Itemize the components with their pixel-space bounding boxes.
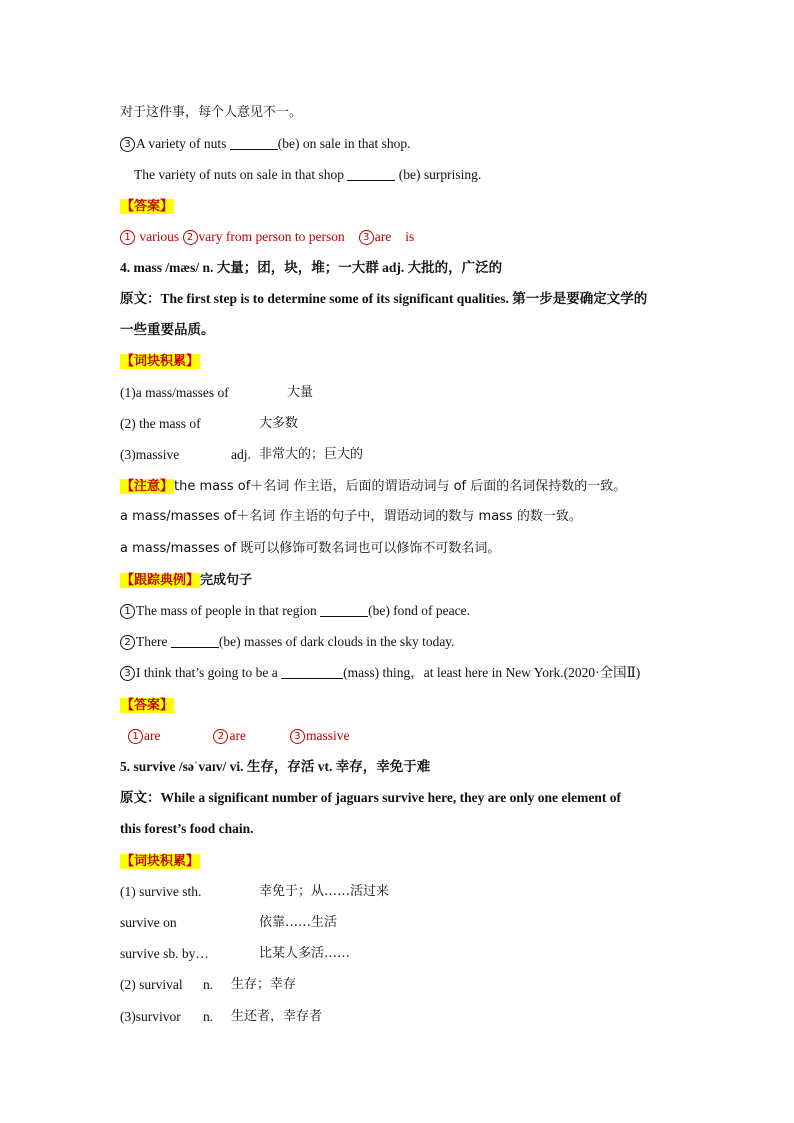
original-sentence-cont: this forest’s food chain.	[120, 821, 254, 836]
circled-number: 3	[359, 230, 374, 245]
phrase-meaning: 大量	[287, 385, 314, 400]
example-line: 2 There (be) masses of dark clouds in the sky today.	[120, 632, 455, 652]
example-label: 【跟踪典例】完成句子	[121, 573, 253, 588]
phrase-meaning: 生还者，幸存者	[231, 1009, 323, 1024]
circled-number: 3	[120, 666, 135, 681]
note-line: 【注意】the mass of＋名词 作主语，后面的谓语动词与 of 后面的名词保持数的一致。	[121, 479, 627, 494]
phrase-row: (3)survivor	[120, 1009, 181, 1024]
answer-line: 1 are 2 are 3 massive	[128, 726, 349, 746]
phrase-meaning: 生存；幸存	[231, 977, 297, 992]
answer-blank[interactable]	[281, 664, 343, 679]
example-line: 3 I think that’s going to be a (mass) thing，at least here in New York.(2020·全国Ⅱ)	[120, 663, 640, 683]
phrase-row: (1) survive sth.	[120, 884, 202, 899]
phrase-row: (3)massive	[120, 447, 180, 462]
phrase-row: (2) the mass of	[120, 416, 201, 431]
phrase-row: survive sb. by…	[120, 946, 209, 961]
circled-number: 1	[120, 604, 135, 619]
part-of-speech: n.	[203, 1009, 214, 1024]
phrase-meaning: 幸免于；从……活过来	[259, 884, 390, 899]
phrase-meaning: 非常大的；巨大的	[259, 447, 364, 462]
phrase-meaning: 比某人多活……	[259, 946, 351, 961]
note-line: a mass/masses of 既可以修饰可数名词也可以修饰不可数名词。	[120, 541, 501, 556]
vocab-label: 【词块积累】	[121, 354, 200, 369]
vocab-label: 【词块积累】	[121, 854, 200, 869]
original-sentence: 原文：The first step is to determine some of its significant qualities. 第一步是要确定文学的	[120, 291, 648, 306]
answer-label: 【答案】	[121, 698, 174, 713]
entry-heading-survive: 5. survive /səˈvaɪv/ vi. 生存，存活 vt. 幸存，幸免于难	[120, 759, 431, 774]
circled-number: 2	[213, 729, 228, 744]
phrase-row: survive on	[120, 915, 177, 930]
exercise-line-3: 3 A variety of nuts (be) on sale in that shop.	[120, 134, 410, 154]
answer-blank[interactable]	[171, 633, 219, 648]
phrase-meaning: 依靠……生活	[259, 915, 338, 930]
note-line: a mass/masses of＋名词 作主语的句子中，谓语动词的数与 mass 的数一致。	[120, 509, 582, 524]
circled-number: 2	[183, 230, 198, 245]
answer-label: 【答案】	[121, 199, 174, 214]
answer-blank[interactable]	[320, 602, 368, 617]
entry-heading-mass: 4. mass /mæs/ n. 大量；团，块，堆；一大群 adj. 大批的，广泛的	[120, 260, 503, 275]
answer-blank[interactable]	[230, 135, 278, 150]
phrase-row: (1)a mass/masses of	[120, 385, 229, 400]
circled-number: 3	[120, 137, 135, 152]
answer-line: 1 various 2 vary from person to person 3 are is	[120, 227, 414, 247]
original-sentence-cont: 一些重要品质。	[120, 322, 215, 337]
part-of-speech: adj.	[231, 447, 251, 462]
original-sentence: 原文：While a significant number of jaguars survive here, they are only one element of	[120, 790, 621, 805]
part-of-speech: n.	[203, 977, 214, 992]
circled-number: 1	[120, 230, 135, 245]
answer-blank[interactable]	[347, 166, 395, 181]
exercise-line-3b: The variety of nuts on sale in that shop (be) surprising.	[134, 167, 482, 182]
phrase-row: (2) survival	[120, 977, 183, 992]
circled-number: 3	[290, 729, 305, 744]
circled-number: 1	[128, 729, 143, 744]
phrase-meaning: 大多数	[259, 416, 299, 431]
translation-line: 对于这件事，每个人意见不一。	[120, 105, 303, 120]
example-line: 1 The mass of people in that region (be) fond of peace.	[120, 601, 470, 621]
circled-number: 2	[120, 635, 135, 650]
